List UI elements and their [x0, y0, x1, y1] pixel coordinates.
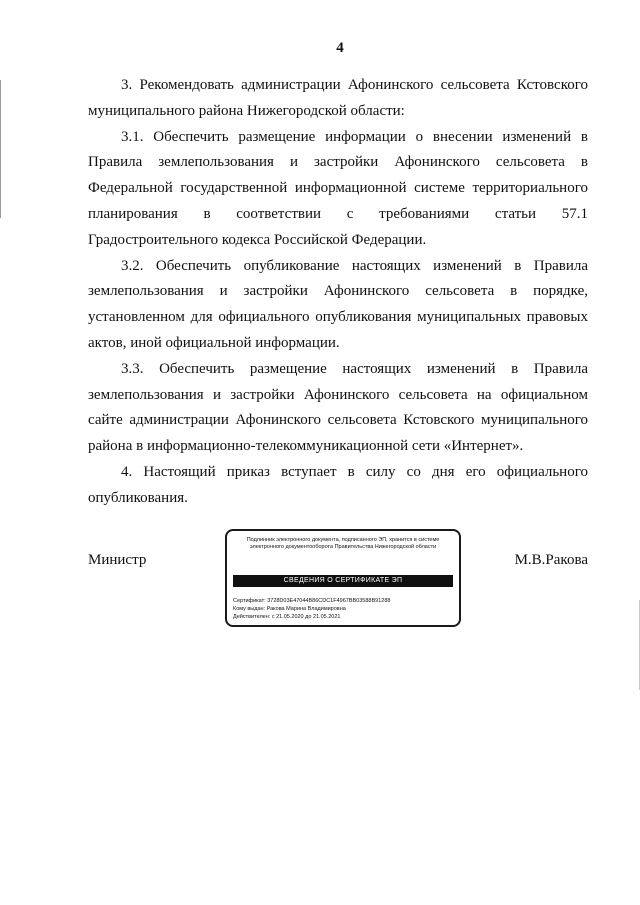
stamp-validity: Действителен: с 21.05.2020 до 21.05.2021 [233, 614, 341, 620]
scan-edge-mark [0, 80, 1, 218]
paragraph-4: 4. Настоящий приказ вступает в силу со дня его официального опубликования. [88, 463, 588, 506]
paragraph-3-2: 3.2. Обеспечить опубликование настоящих изменений в Правила землепользования и застройки Афонинского сельсовета в порядке, установленном для официального опубликования муниципальных правовых актов, иной официальной информации. [88, 257, 588, 351]
signer-title: Министр [88, 552, 147, 568]
stamp-header: СВЕДЕНИЯ О СЕРТИФИКАТЕ ЭП [233, 575, 453, 587]
page-number: 4 [336, 40, 344, 56]
stamp-owner: Кому выдан: Ракова Марина Владимировна [233, 606, 346, 612]
signer-name: М.В.Ракова [514, 552, 588, 568]
paragraph-3: 3. Рекомендовать администрации Афонинского сельсовета Кстовского муниципального района Нижегородской области: [88, 77, 588, 119]
stamp-certificate: Сертификат: 3728D03E47044B86CDC1F4967BB03588B91288 [233, 598, 391, 604]
electronic-signature-stamp [225, 529, 461, 627]
paragraph-3-3: 3.3. Обеспечить размещение настоящих изменений в Правила землепользования и застройки Афонинского сельсовета на официальном сайте администрации Афонинского сельсовета Кстовского муниципального района в информационно-телекоммуникационной сети «Интернет». [88, 360, 588, 455]
paragraph-3-1: 3.1. Обеспечить размещение информации о внесении изменений в Правила землепользования и застройки Афонинского сельсовета в Федеральной государственной информационной системе территориального планирования в соответствии с требованиями статьи 57.1 Градостроительного кодекса Российской Федерации. [88, 128, 588, 248]
stamp-details [233, 597, 457, 621]
stamp-notice: Подлинник электронного документа, подписанного ЭП, хранится в системе электронного документооборота Правительства Нижегородской области [246, 537, 440, 551]
document-body [88, 73, 588, 512]
